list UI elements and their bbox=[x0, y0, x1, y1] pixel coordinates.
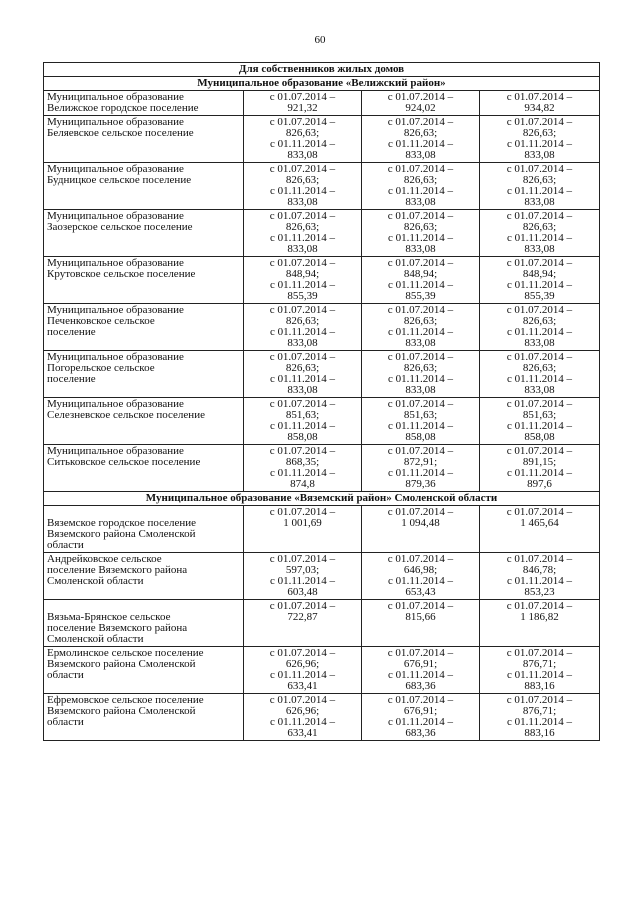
cell-line: Вяземское городское поселение bbox=[47, 517, 197, 529]
cell-line: с 01.11.2014 – bbox=[270, 138, 335, 150]
cell-line: с 01.07.2014 – bbox=[506, 647, 573, 659]
cell-line: 833,08 bbox=[287, 149, 318, 161]
table-header: Для собственников жилых домов bbox=[44, 63, 600, 77]
cell-line: с 01.07.2014 – bbox=[269, 600, 336, 612]
cell-line: 855,39 bbox=[405, 290, 436, 302]
cell-line: 1 186,82 bbox=[520, 611, 559, 623]
cell-line: с 01.07.2014 – bbox=[387, 600, 454, 612]
cell-line: 858,08 bbox=[405, 431, 436, 443]
cell-line: 597,03; bbox=[285, 564, 320, 576]
cell-line: 855,39 bbox=[524, 290, 555, 302]
tariff-cell bbox=[362, 600, 480, 647]
cell-line: с 01.07.2014 – bbox=[387, 304, 454, 316]
cell-line: с 01.07.2014 – bbox=[269, 694, 336, 706]
cell-line: с 01.11.2014 – bbox=[270, 232, 335, 244]
cell-line: 722,87 bbox=[287, 611, 318, 623]
cell-line: с 01.11.2014 – bbox=[388, 185, 453, 197]
table-row bbox=[44, 351, 600, 398]
cell-line: Вяземского района Смоленской bbox=[47, 705, 196, 717]
cell-line: 826,63; bbox=[285, 174, 320, 186]
municipality-name bbox=[44, 163, 244, 210]
cell-line: поселение Вяземского района bbox=[47, 564, 188, 576]
tariff-cell bbox=[362, 163, 480, 210]
cell-line: с 01.11.2014 – bbox=[507, 467, 572, 479]
cell-line: с 01.11.2014 – bbox=[388, 373, 453, 385]
tariff-cell bbox=[362, 398, 480, 445]
tariff-cell bbox=[362, 257, 480, 304]
tariff-cell bbox=[244, 351, 362, 398]
cell-line: 826,63; bbox=[403, 127, 438, 139]
cell-line: 833,08 bbox=[287, 243, 318, 255]
tariff-cell bbox=[362, 445, 480, 492]
cell-line: 826,63; bbox=[403, 362, 438, 374]
municipality-name bbox=[44, 647, 244, 694]
cell-line: с 01.11.2014 – bbox=[388, 279, 453, 291]
cell-line: 833,08 bbox=[405, 384, 436, 396]
cell-line: с 01.07.2014 – bbox=[269, 506, 336, 518]
cell-line: 833,08 bbox=[524, 243, 555, 255]
cell-line: с 01.11.2014 – bbox=[388, 716, 453, 728]
cell-line: с 01.07.2014 – bbox=[387, 210, 454, 222]
cell-line: 633,41 bbox=[287, 727, 318, 739]
cell-line: с 01.11.2014 – bbox=[270, 575, 335, 587]
cell-line: с 01.07.2014 – bbox=[387, 647, 454, 659]
tariff-cell bbox=[244, 257, 362, 304]
cell-line: Смоленской области bbox=[47, 575, 144, 587]
tariff-cell bbox=[244, 445, 362, 492]
cell-line: Вяземского района Смоленской bbox=[47, 658, 196, 670]
cell-line: с 01.11.2014 – bbox=[270, 669, 335, 681]
cell-line: с 01.11.2014 – bbox=[388, 467, 453, 479]
tariff-table bbox=[43, 62, 600, 741]
cell-line: 646,98; bbox=[403, 564, 438, 576]
table-row bbox=[44, 91, 600, 116]
tariff-cell bbox=[480, 506, 600, 553]
cell-line: 826,63; bbox=[285, 362, 320, 374]
cell-line: области bbox=[47, 669, 84, 681]
cell-line: 858,08 bbox=[524, 431, 555, 443]
cell-line: 833,08 bbox=[287, 384, 318, 396]
cell-line: 833,08 bbox=[405, 196, 436, 208]
cell-line: с 01.11.2014 – bbox=[507, 575, 572, 587]
cell-line: с 01.07.2014 – bbox=[506, 600, 573, 612]
municipality-name bbox=[44, 694, 244, 741]
tariff-cell bbox=[480, 304, 600, 351]
cell-line: с 01.07.2014 – bbox=[387, 116, 454, 128]
cell-line: с 01.07.2014 – bbox=[269, 91, 336, 103]
tariff-cell bbox=[480, 163, 600, 210]
cell-line: 891,15; bbox=[522, 456, 557, 468]
cell-line: с 01.11.2014 – bbox=[270, 716, 335, 728]
cell-line: 826,63; bbox=[522, 221, 557, 233]
cell-line: Ефремовское сельское поселение bbox=[47, 694, 204, 706]
cell-line: с 01.07.2014 – bbox=[387, 163, 454, 175]
cell-line: 846,78; bbox=[522, 564, 557, 576]
cell-line: поселение bbox=[47, 373, 96, 385]
municipality-name bbox=[44, 398, 244, 445]
tariff-cell bbox=[362, 116, 480, 163]
cell-line: Муниципальное образование bbox=[47, 304, 184, 316]
cell-line: с 01.11.2014 – bbox=[507, 373, 572, 385]
tariff-cell bbox=[244, 210, 362, 257]
cell-line: с 01.11.2014 – bbox=[388, 669, 453, 681]
municipality-name bbox=[44, 506, 244, 553]
cell-line: 879,36 bbox=[405, 478, 436, 490]
cell-line: с 01.07.2014 – bbox=[506, 553, 573, 565]
table-row bbox=[44, 553, 600, 600]
cell-line: с 01.07.2014 – bbox=[506, 210, 573, 222]
cell-line: Ситьковское сельское поселение bbox=[47, 456, 201, 468]
tariff-cell bbox=[480, 600, 600, 647]
cell-line: 603,48 bbox=[287, 586, 318, 598]
tariff-cell bbox=[480, 351, 600, 398]
cell-line: 833,08 bbox=[524, 384, 555, 396]
table-row bbox=[44, 163, 600, 210]
cell-line: Крутовское сельское поселение bbox=[47, 268, 196, 280]
tariff-cell bbox=[244, 600, 362, 647]
cell-line: с 01.07.2014 – bbox=[269, 163, 336, 175]
table-row bbox=[44, 257, 600, 304]
cell-line: с 01.11.2014 – bbox=[388, 232, 453, 244]
tariff-cell bbox=[480, 116, 600, 163]
tariff-cell bbox=[362, 506, 480, 553]
cell-line: Муниципальное образование bbox=[47, 163, 184, 175]
cell-line: 858,08 bbox=[287, 431, 318, 443]
cell-line: Селезневское сельское поселение bbox=[47, 409, 205, 421]
cell-line: с 01.11.2014 – bbox=[507, 326, 572, 338]
municipality-name bbox=[44, 553, 244, 600]
cell-line: с 01.11.2014 – bbox=[507, 185, 572, 197]
tariff-cell bbox=[362, 91, 480, 116]
cell-line: 826,63; bbox=[285, 127, 320, 139]
cell-line: с 01.11.2014 – bbox=[507, 669, 572, 681]
cell-line: 815,66 bbox=[405, 611, 436, 623]
cell-line: с 01.07.2014 – bbox=[387, 398, 454, 410]
tariff-cell bbox=[362, 304, 480, 351]
cell-line: 683,36 bbox=[405, 727, 436, 739]
cell-line: 826,63; bbox=[285, 315, 320, 327]
cell-line: с 01.11.2014 – bbox=[270, 185, 335, 197]
cell-line: Муниципальное образование bbox=[47, 398, 184, 410]
municipality-name bbox=[44, 600, 244, 647]
cell-line: с 01.07.2014 – bbox=[506, 694, 573, 706]
cell-line: с 01.07.2014 – bbox=[269, 351, 336, 363]
cell-line: 848,94; bbox=[403, 268, 438, 280]
cell-line: с 01.07.2014 – bbox=[387, 694, 454, 706]
cell-line: с 01.07.2014 – bbox=[269, 553, 336, 565]
cell-line: 876,71; bbox=[522, 658, 557, 670]
tariff-cell bbox=[480, 647, 600, 694]
cell-line: с 01.11.2014 – bbox=[507, 232, 572, 244]
municipality-name bbox=[44, 304, 244, 351]
cell-line: 826,63; bbox=[403, 315, 438, 327]
cell-line: с 01.07.2014 – bbox=[269, 304, 336, 316]
cell-line: 897,6 bbox=[527, 478, 552, 490]
table-row bbox=[44, 694, 600, 741]
cell-line: с 01.11.2014 – bbox=[270, 420, 335, 432]
cell-line: 653,43 bbox=[405, 586, 436, 598]
cell-line: с 01.07.2014 – bbox=[506, 304, 573, 316]
cell-line: с 01.11.2014 – bbox=[388, 575, 453, 587]
tariff-cell bbox=[480, 257, 600, 304]
cell-line: поселение bbox=[47, 326, 96, 338]
cell-line: Смоленской области bbox=[47, 633, 144, 645]
cell-line: с 01.07.2014 – bbox=[506, 116, 573, 128]
cell-line: с 01.07.2014 – bbox=[387, 553, 454, 565]
tariff-cell bbox=[244, 553, 362, 600]
cell-line: с 01.11.2014 – bbox=[270, 373, 335, 385]
tariff-cell bbox=[244, 506, 362, 553]
cell-line: 833,08 bbox=[405, 337, 436, 349]
table-row bbox=[44, 304, 600, 351]
cell-line: 848,94; bbox=[285, 268, 320, 280]
cell-line: 848,94; bbox=[522, 268, 557, 280]
cell-line: Печенковское сельское bbox=[47, 315, 155, 327]
municipality-name bbox=[44, 91, 244, 116]
tariff-cell bbox=[362, 553, 480, 600]
cell-line: Муниципальное образование bbox=[47, 116, 184, 128]
cell-line: Муниципальное образование bbox=[47, 257, 184, 269]
cell-line: 872,91; bbox=[403, 456, 438, 468]
cell-line: Вязьма-Брянское сельское bbox=[47, 611, 171, 623]
cell-line: 826,63; bbox=[403, 174, 438, 186]
cell-line: с 01.11.2014 – bbox=[270, 467, 335, 479]
cell-line: 676,91; bbox=[403, 705, 438, 717]
cell-line: Андрейковское сельское bbox=[47, 553, 162, 565]
cell-line: 826,63; bbox=[403, 221, 438, 233]
cell-line: 626,96; bbox=[285, 705, 320, 717]
cell-line: 826,63; bbox=[285, 221, 320, 233]
cell-line: области bbox=[47, 716, 84, 728]
cell-line: с 01.07.2014 – bbox=[269, 257, 336, 269]
section-row bbox=[44, 492, 600, 506]
cell-line: 853,23 bbox=[524, 586, 555, 598]
cell-line: с 01.07.2014 – bbox=[506, 163, 573, 175]
tariff-cell bbox=[244, 163, 362, 210]
cell-line: 924,02 bbox=[405, 102, 436, 114]
cell-line: с 01.07.2014 – bbox=[387, 445, 454, 457]
cell-line: Муниципальное образование bbox=[47, 91, 184, 103]
cell-line: с 01.11.2014 – bbox=[507, 279, 572, 291]
cell-line: с 01.11.2014 – bbox=[270, 326, 335, 338]
cell-line: с 01.07.2014 – bbox=[387, 91, 454, 103]
cell-line: с 01.07.2014 – bbox=[387, 506, 454, 518]
table-row bbox=[44, 210, 600, 257]
cell-line: с 01.11.2014 – bbox=[388, 326, 453, 338]
cell-line: Велижское городское поселение bbox=[47, 102, 199, 114]
tariff-cell bbox=[480, 445, 600, 492]
cell-line: с 01.07.2014 – bbox=[506, 398, 573, 410]
cell-line: с 01.11.2014 – bbox=[507, 420, 572, 432]
cell-line: 934,82 bbox=[524, 102, 555, 114]
cell-line: 633,41 bbox=[287, 680, 318, 692]
cell-line: 833,08 bbox=[524, 337, 555, 349]
cell-line: 826,63; bbox=[522, 174, 557, 186]
cell-line: с 01.07.2014 – bbox=[387, 257, 454, 269]
cell-line: с 01.11.2014 – bbox=[507, 716, 572, 728]
cell-line: 921,32 bbox=[287, 102, 318, 114]
cell-line: с 01.07.2014 – bbox=[269, 398, 336, 410]
cell-line: 876,71; bbox=[522, 705, 557, 717]
cell-line: 826,63; bbox=[522, 362, 557, 374]
tariff-cell bbox=[480, 91, 600, 116]
cell-line: с 01.07.2014 – bbox=[269, 210, 336, 222]
section-title: Муниципальное образование «Велижский район» bbox=[44, 77, 600, 91]
cell-line: 883,16 bbox=[524, 680, 555, 692]
cell-line: Ермолинское сельское поселение bbox=[47, 647, 204, 659]
cell-line: с 01.11.2014 – bbox=[507, 138, 572, 150]
cell-line: с 01.07.2014 – bbox=[506, 506, 573, 518]
cell-line: 833,08 bbox=[405, 243, 436, 255]
municipality-name bbox=[44, 445, 244, 492]
tariff-cell bbox=[480, 398, 600, 445]
tariff-cell bbox=[244, 694, 362, 741]
cell-line: Муниципальное образование bbox=[47, 210, 184, 222]
cell-line: 1 001,69 bbox=[283, 517, 322, 529]
cell-line: 833,08 bbox=[524, 196, 555, 208]
cell-line: Муниципальное образование bbox=[47, 351, 184, 363]
cell-line: 851,63; bbox=[285, 409, 320, 421]
table-row bbox=[44, 445, 600, 492]
tariff-cell bbox=[362, 694, 480, 741]
cell-line: 855,39 bbox=[287, 290, 318, 302]
cell-line: Будницкое сельское поселение bbox=[47, 174, 192, 186]
cell-line: с 01.07.2014 – bbox=[269, 445, 336, 457]
cell-line: с 01.11.2014 – bbox=[388, 138, 453, 150]
municipality-name bbox=[44, 351, 244, 398]
section-title: Муниципальное образование «Вяземский район» Смоленской области bbox=[44, 492, 600, 506]
table-row bbox=[44, 398, 600, 445]
table-row bbox=[44, 600, 600, 647]
cell-line: поселение Вяземского района bbox=[47, 622, 188, 634]
cell-line: 833,08 bbox=[287, 337, 318, 349]
tariff-cell bbox=[480, 553, 600, 600]
tariff-cell bbox=[244, 398, 362, 445]
tariff-cell bbox=[244, 304, 362, 351]
section-row bbox=[44, 77, 600, 91]
cell-line: с 01.07.2014 – bbox=[387, 351, 454, 363]
tariff-cell bbox=[362, 210, 480, 257]
cell-line: с 01.07.2014 – bbox=[506, 257, 573, 269]
table-row bbox=[44, 116, 600, 163]
cell-line: 826,63; bbox=[522, 127, 557, 139]
municipality-name bbox=[44, 210, 244, 257]
cell-line: Вяземского района Смоленской bbox=[47, 528, 196, 540]
cell-line: с 01.11.2014 – bbox=[270, 279, 335, 291]
municipality-name bbox=[44, 257, 244, 304]
cell-line: области bbox=[47, 539, 84, 551]
cell-line: 874,8 bbox=[290, 478, 315, 490]
header-row bbox=[44, 63, 600, 77]
cell-line: с 01.11.2014 – bbox=[388, 420, 453, 432]
cell-line: 826,63; bbox=[522, 315, 557, 327]
cell-line: 851,63; bbox=[403, 409, 438, 421]
cell-line: 1 465,64 bbox=[520, 517, 559, 529]
tariff-cell bbox=[244, 91, 362, 116]
cell-line: 1 094,48 bbox=[401, 517, 440, 529]
cell-line: Беляевское сельское поселение bbox=[47, 127, 194, 139]
table-row bbox=[44, 506, 600, 553]
tariff-cell bbox=[480, 694, 600, 741]
cell-line: с 01.07.2014 – bbox=[506, 91, 573, 103]
cell-line: 683,36 bbox=[405, 680, 436, 692]
tariff-cell bbox=[480, 210, 600, 257]
cell-line: с 01.07.2014 – bbox=[269, 647, 336, 659]
cell-line: с 01.07.2014 – bbox=[506, 445, 573, 457]
municipality-name bbox=[44, 116, 244, 163]
cell-line: с 01.07.2014 – bbox=[269, 116, 336, 128]
cell-line: 833,08 bbox=[405, 149, 436, 161]
cell-line: 833,08 bbox=[524, 149, 555, 161]
cell-line: Погорельское сельское bbox=[47, 362, 155, 374]
cell-line: 626,96; bbox=[285, 658, 320, 670]
tariff-cell bbox=[362, 351, 480, 398]
cell-line: с 01.07.2014 – bbox=[506, 351, 573, 363]
cell-line: 833,08 bbox=[287, 196, 318, 208]
cell-line: 868,35; bbox=[285, 456, 320, 468]
table-row bbox=[44, 647, 600, 694]
cell-line: 883,16 bbox=[524, 727, 555, 739]
cell-line: 676,91; bbox=[403, 658, 438, 670]
tariff-cell bbox=[362, 647, 480, 694]
tariff-cell bbox=[244, 116, 362, 163]
page-number: 60 bbox=[314, 34, 326, 46]
tariff-cell bbox=[244, 647, 362, 694]
cell-line: 851,63; bbox=[522, 409, 557, 421]
cell-line: Муниципальное образование bbox=[47, 445, 184, 457]
cell-line: Заозерское сельское поселение bbox=[47, 221, 193, 233]
